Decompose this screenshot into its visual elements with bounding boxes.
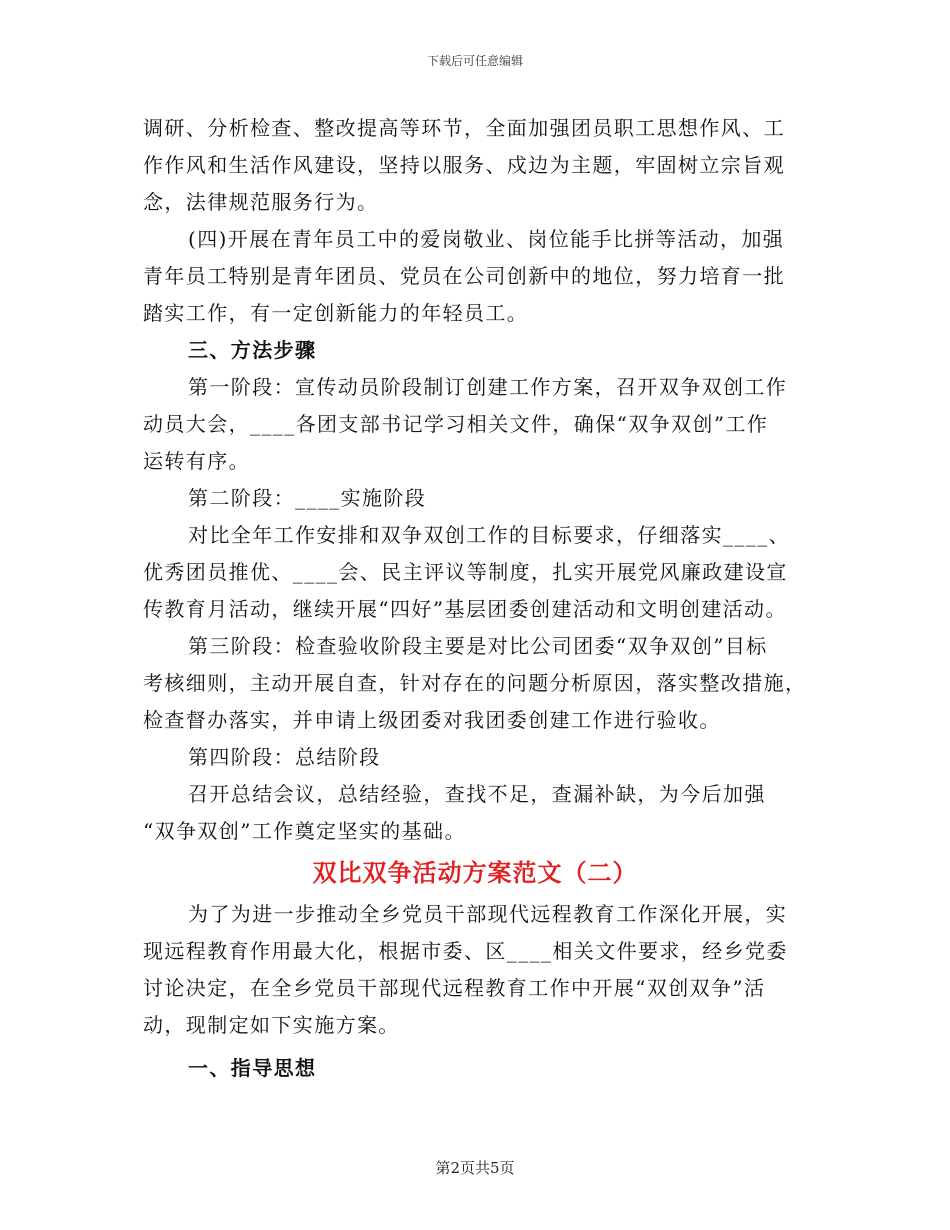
paragraph-line: 考核细则，主动开展自查，针对存在的问题分析原因，落实整改措施， [143,671,807,695]
paragraph-line: 第一阶段：宣传动员阶段制订创建工作方案，召开双争双创工作 [188,375,788,399]
paragraph-line: 第二阶段：____实施阶段 [188,486,427,510]
paragraph-line: 运转有序。 [143,449,250,473]
paragraph-line: 讨论决定，在全乡党员干部现代远程教育工作中开展“双创双争”活 [143,976,766,1000]
paragraph-line: 青年员工特别是青年团员、党员在公司创新中的地位，努力培育一批 [143,264,785,288]
page-header: 下载后可任意编辑 [426,54,523,68]
paragraph-line: 踏实工作，有一定创新能力的年轻员工。 [143,301,529,325]
paragraph-line: 现远程教育作用最大化，根据市委、区____相关文件要求，经乡党委 [143,939,788,963]
paragraph-line: 传教育月活动，继续开展“四好”基层团委创建活动和文明创建活动。 [143,597,787,621]
paragraph-line: 检查督办落实，并申请上级团委对我团委创建工作进行验收。 [143,708,721,732]
document-body [143,110,807,1087]
paragraph-line: 念，法律规范服务行为。 [143,190,379,214]
paragraph-line: “双争双创”工作奠定坚实的基础。 [143,819,466,843]
paragraph-line: 召开总结会议，总结经验，查找不足，查漏补缺，为今后加强 [188,782,766,806]
paragraph-line: 第三阶段：检查验收阶段主要是对比公司团委“双争双创”目标 [188,634,768,658]
paragraph-line: 第四阶段：总结阶段 [188,745,381,769]
paragraph-line: 优秀团员推优、____会、民主评议等制度，扎实开展党风廉政建设宣 [143,560,788,584]
section-heading: 一、指导思想 [188,1056,317,1080]
paragraph-line: 作作风和生活作风建设，坚持以服务、戍边为主题，牢固树立宗旨观 [143,153,785,177]
section-heading: 三、方法步骤 [188,338,317,362]
paragraph-line: 动，现制定如下实施方案。 [143,1013,400,1037]
paragraph-line: (四)开展在青年员工中的爱岗敬业、岗位能手比拼等活动，加强 [188,227,785,251]
paragraph-line: 动员大会，____各团支部书记学习相关文件，确保“双争双创”工作 [143,412,769,436]
paragraph-line: 对比全年工作安排和双争双创工作的目标要求，仔细落实____、 [188,523,790,547]
section-title: 双比双争活动方案范文（二） [312,858,638,887]
paragraph-line: 调研、分析检查、整改提高等环节，全面加强团员职工思想作风、工 [143,116,785,140]
paragraph-line: 为了为进一步推动全乡党员干部现代远程教育工作深化开展，实 [188,902,788,926]
page-footer: 第2页共5页 [435,1159,515,1177]
